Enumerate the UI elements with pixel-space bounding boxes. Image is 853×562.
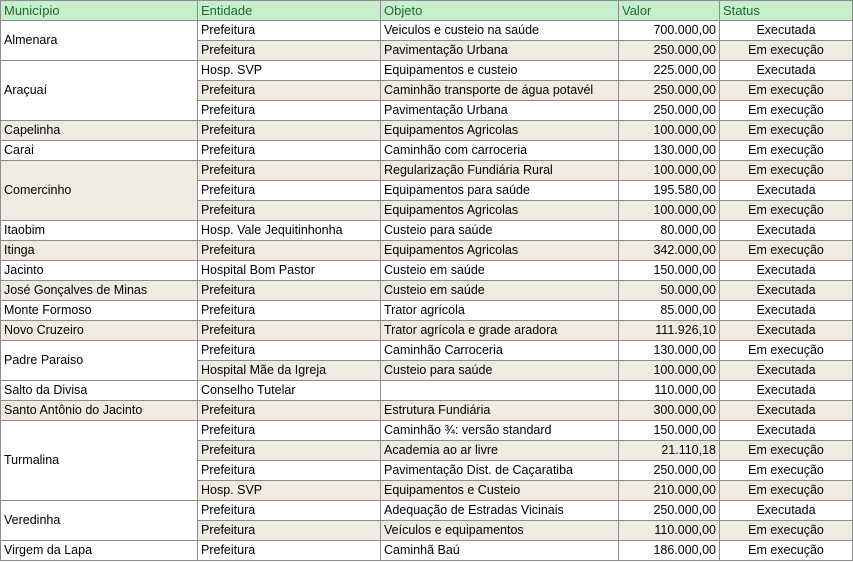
cell-valor: 300.000,00 [619,401,720,421]
cell-entidade: Prefeitura [198,401,381,421]
cell-objeto: Caminhão transporte de água potavél [381,81,619,101]
cell-objeto: Equipamentos Agricolas [381,121,619,141]
cell-status: Em execução [720,461,853,481]
cell-valor: 100.000,00 [619,361,720,381]
cell-valor: 250.000,00 [619,461,720,481]
cell-status: Em execução [720,541,853,561]
cell-objeto: Custeio em saúde [381,281,619,301]
cell-status: Em execução [720,481,853,501]
cell-valor: 150.000,00 [619,421,720,441]
cell-municipio: Carai [1,141,198,161]
cell-entidade: Prefeitura [198,81,381,101]
cell-valor: 110.000,00 [619,521,720,541]
cell-municipio: Salto da Divisa [1,381,198,401]
table-row [1,221,853,241]
cell-objeto: Caminhão Carroceria [381,341,619,361]
cell-municipio: Comercinho [1,161,198,221]
cell-entidade: Prefeitura [198,441,381,461]
cell-objeto: Academia ao ar livre [381,441,619,461]
cell-municipio: Padre Paraiso [1,341,198,381]
cell-entidade: Prefeitura [198,341,381,361]
cell-entidade: Prefeitura [198,241,381,261]
cell-status: Executada [720,401,853,421]
cell-status: Em execução [720,341,853,361]
cell-status: Executada [720,321,853,341]
table-row [1,21,853,41]
cell-municipio: Itaobim [1,221,198,241]
cell-valor: 21.110,18 [619,441,720,461]
cell-valor: 250.000,00 [619,101,720,121]
cell-entidade: Prefeitura [198,181,381,201]
cell-status: Em execução [720,241,853,261]
cell-valor: 250.000,00 [619,41,720,61]
cell-objeto: Caminhão ¾: versão standard [381,421,619,441]
cell-status: Executada [720,61,853,81]
cell-status: Executada [720,501,853,521]
table-row [1,381,853,401]
cell-objeto: Custeio para saúde [381,361,619,381]
header-entidade: Entidade [198,1,381,21]
cell-status: Executada [720,281,853,301]
table-row [1,401,853,421]
cell-status: Em execução [720,101,853,121]
table-row [1,301,853,321]
cell-valor: 130.000,00 [619,141,720,161]
cell-municipio: Veredinha [1,501,198,541]
cell-municipio: Virgem da Lapa [1,541,198,561]
cell-status: Em execução [720,141,853,161]
cell-entidade: Prefeitura [198,421,381,441]
cell-entidade: Hosp. Vale Jequitinhonha [198,221,381,241]
cell-objeto: Caminhão com carroceria [381,141,619,161]
cell-objeto: Pavimentação Urbana [381,101,619,121]
cell-valor: 700.000,00 [619,21,720,41]
table-row [1,281,853,301]
table-row [1,141,853,161]
table-row [1,421,853,441]
cell-valor: 210.000,00 [619,481,720,501]
cell-valor: 50.000,00 [619,281,720,301]
table-body [1,21,853,561]
cell-municipio: José Gonçalves de Minas [1,281,198,301]
cell-status: Em execução [720,41,853,61]
cell-status: Em execução [720,521,853,541]
cell-status: Executada [720,181,853,201]
cell-municipio: Almenara [1,21,198,61]
cell-objeto: Veiculos e custeio na saúde [381,21,619,41]
cell-municipio: Jacinto [1,261,198,281]
cell-municipio: Capelinha [1,121,198,141]
cell-entidade: Hosp. SVP [198,481,381,501]
cell-entidade: Prefeitura [198,201,381,221]
cell-objeto: Trator agrícola e grade aradora [381,321,619,341]
cell-valor: 100.000,00 [619,201,720,221]
cell-objeto: Pavimentação Dist. de Caçaratiba [381,461,619,481]
cell-entidade: Hospital Mãe da Igreja [198,361,381,381]
cell-objeto: Pavimentação Urbana [381,41,619,61]
cell-status: Executada [720,221,853,241]
cell-status: Em execução [720,161,853,181]
cell-valor: 100.000,00 [619,161,720,181]
cell-status: Em execução [720,121,853,141]
cell-objeto: Trator agrícola [381,301,619,321]
cell-entidade: Conselho Tutelar [198,381,381,401]
cell-objeto: Custeio em saúde [381,261,619,281]
cell-valor: 250.000,00 [619,81,720,101]
header-status: Status [720,1,853,21]
cell-valor: 80.000,00 [619,221,720,241]
cell-entidade: Prefeitura [198,501,381,521]
cell-valor: 342.000,00 [619,241,720,261]
cell-entidade: Hosp. SVP [198,61,381,81]
cell-valor: 150.000,00 [619,261,720,281]
cell-objeto: Regularização Fundiária Rural [381,161,619,181]
cell-entidade: Prefeitura [198,521,381,541]
cell-valor: 250.000,00 [619,501,720,521]
cell-status: Em execução [720,81,853,101]
cell-entidade: Prefeitura [198,301,381,321]
cell-objeto: Custeio para saúde [381,221,619,241]
cell-status: Executada [720,301,853,321]
table-row [1,121,853,141]
cell-entidade: Prefeitura [198,41,381,61]
cell-municipio: Monte Formoso [1,301,198,321]
cell-objeto: Equipamentos para saúde [381,181,619,201]
cell-objeto: Equipamentos e custeio [381,61,619,81]
header-valor: Valor [619,1,720,21]
cell-status: Executada [720,361,853,381]
cell-entidade: Prefeitura [198,141,381,161]
cell-status: Em execução [720,201,853,221]
cell-status: Executada [720,21,853,41]
cell-status: Executada [720,381,853,401]
header-objeto: Objeto [381,1,619,21]
header-municipio: Município [1,1,198,21]
cell-valor: 186.000,00 [619,541,720,561]
table-row [1,501,853,521]
cell-status: Executada [720,421,853,441]
cell-municipio: Turmalina [1,421,198,501]
cell-municipio: Novo Cruzeiro [1,321,198,341]
table-row [1,321,853,341]
cell-entidade: Prefeitura [198,461,381,481]
table-row [1,61,853,81]
cell-valor: 225.000,00 [619,61,720,81]
cell-municipio: Itinga [1,241,198,261]
table-row [1,541,853,561]
cell-objeto [381,381,619,401]
cell-entidade: Prefeitura [198,21,381,41]
cell-municipio: Araçuaí [1,61,198,121]
cell-status: Em execução [720,441,853,461]
cell-objeto: Equipamentos Agricolas [381,241,619,261]
cell-valor: 111.926,10 [619,321,720,341]
cell-objeto: Adequação de Estradas Vicinais [381,501,619,521]
table-row [1,261,853,281]
cell-objeto: Equipamentos e Custeio [381,481,619,501]
cell-entidade: Prefeitura [198,121,381,141]
cell-entidade: Prefeitura [198,321,381,341]
cell-valor: 110.000,00 [619,381,720,401]
table-row [1,341,853,361]
table-row [1,241,853,261]
cell-valor: 85.000,00 [619,301,720,321]
header-row [1,1,853,21]
cell-municipio: Santo Antônio do Jacinto [1,401,198,421]
cell-entidade: Prefeitura [198,541,381,561]
cell-valor: 100.000,00 [619,121,720,141]
cell-valor: 130.000,00 [619,341,720,361]
cell-entidade: Hospital Bom Pastor [198,261,381,281]
table-row [1,161,853,181]
cell-entidade: Prefeitura [198,161,381,181]
cell-objeto: Veículos e equipamentos [381,521,619,541]
cell-valor: 195.580,00 [619,181,720,201]
cell-objeto: Equipamentos Agricolas [381,201,619,221]
cell-entidade: Prefeitura [198,101,381,121]
cell-entidade: Prefeitura [198,281,381,301]
cell-status: Executada [720,261,853,281]
cell-objeto: Estrutura Fundiária [381,401,619,421]
cell-objeto: Caminhã Baú [381,541,619,561]
